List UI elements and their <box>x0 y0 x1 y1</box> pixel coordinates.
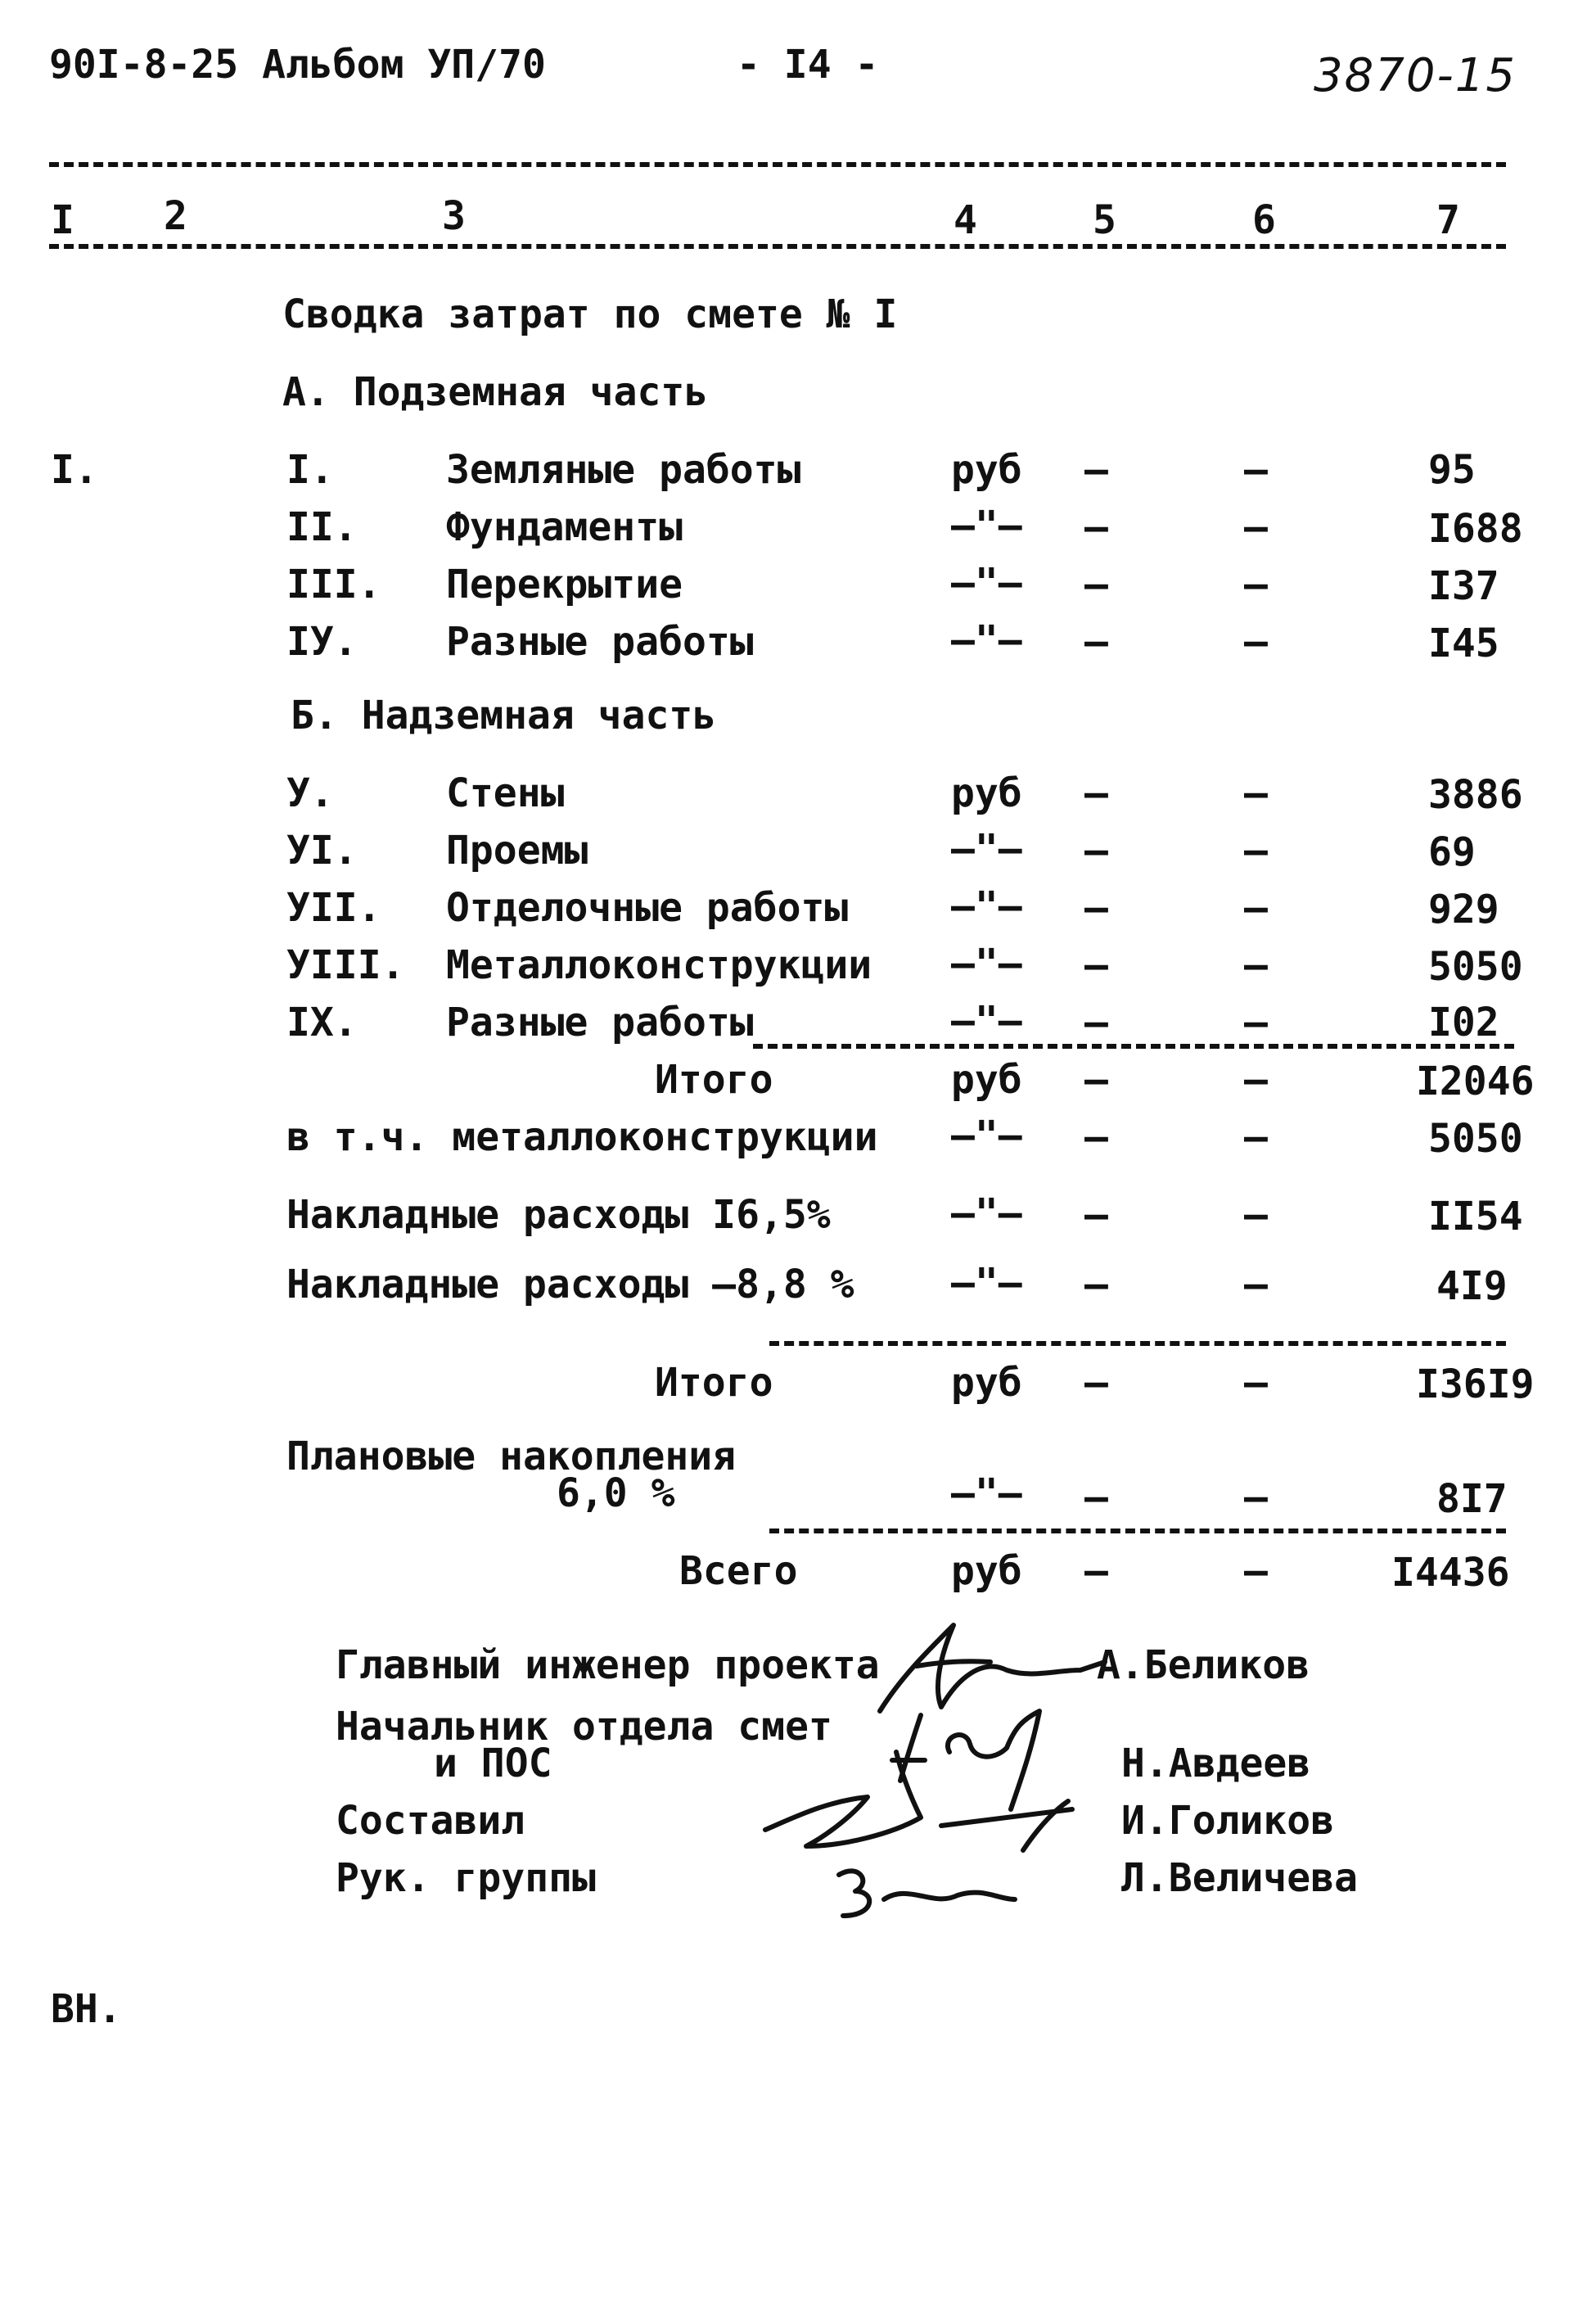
total-unit: руб <box>951 1360 1022 1406</box>
item-value: 69 <box>1428 829 1476 875</box>
item-number: IУ. <box>286 619 358 665</box>
compiled-by-title: Составил <box>336 1798 525 1844</box>
group-head-name: Л.Величева <box>1121 1855 1358 1901</box>
total-value: I2046 <box>1416 1059 1535 1104</box>
column-number: 5 <box>1093 197 1116 243</box>
chief-engineer-name: А.Беликов <box>1097 1642 1310 1688</box>
item-name: Проемы <box>446 828 588 874</box>
document-code: 90I-8-25 Альбом УП/70 <box>49 42 546 88</box>
total-unit: –"– <box>951 1190 1022 1236</box>
item-col5: – <box>1084 562 1108 607</box>
item-unit: –"– <box>951 941 1022 987</box>
item-value: I02 <box>1428 1000 1499 1045</box>
item-col5: – <box>1084 447 1108 493</box>
inventory-number: 3870-15 <box>1314 49 1517 102</box>
item-col5: – <box>1084 1000 1108 1045</box>
item-unit: –"– <box>951 998 1022 1044</box>
item-name: Металлоконструкции <box>446 942 872 988</box>
total-unit: –"– <box>951 1260 1022 1306</box>
row-marker: I. <box>51 447 98 493</box>
item-number: I. <box>286 447 334 493</box>
dept-head-name: Н.Авдеев <box>1121 1741 1311 1786</box>
item-col5: – <box>1084 828 1108 874</box>
item-unit: руб <box>951 770 1022 816</box>
item-value: 3886 <box>1428 772 1523 818</box>
item-number: II. <box>286 504 358 550</box>
footer-mark: ВН. <box>51 1986 122 2032</box>
total-col6: – <box>1244 1360 1268 1406</box>
dept-head-title: Начальник отдела смет <box>336 1704 832 1750</box>
item-value: 929 <box>1428 887 1499 932</box>
column-number: 3 <box>442 193 466 239</box>
item-value: I688 <box>1428 506 1523 552</box>
item-value: I37 <box>1428 563 1499 609</box>
total-col6: – <box>1244 1192 1268 1238</box>
item-unit: –"– <box>951 503 1022 549</box>
item-unit: –"– <box>951 826 1022 872</box>
item-col6: – <box>1244 885 1268 931</box>
total-label: Итого <box>655 1360 773 1406</box>
total-col5: – <box>1084 1262 1108 1307</box>
total-value: 5050 <box>1428 1116 1523 1162</box>
item-unit: руб <box>951 447 1022 493</box>
section-b-label: Б. Надземная часть <box>291 693 717 738</box>
item-value: 5050 <box>1428 944 1523 990</box>
column-number: I <box>51 197 74 243</box>
item-col6: – <box>1244 447 1268 493</box>
grand-total-col6: – <box>1244 1548 1268 1594</box>
total-unit: –"– <box>951 1113 1022 1158</box>
total-col5: – <box>1084 1114 1108 1160</box>
total-label: в т.ч. металлоконструкции <box>286 1114 878 1160</box>
item-number: УI. <box>286 828 358 874</box>
total-value: 4I9 <box>1436 1263 1508 1309</box>
item-col6: – <box>1244 770 1268 816</box>
item-name: Земляные работы <box>446 447 801 493</box>
item-col5: – <box>1084 770 1108 816</box>
total-col6: – <box>1244 1114 1268 1160</box>
item-col6: – <box>1244 504 1268 550</box>
total-value: II54 <box>1428 1194 1523 1240</box>
total-col5: – <box>1084 1474 1108 1520</box>
item-col6: – <box>1244 619 1268 665</box>
column-number: 2 <box>164 193 187 239</box>
column-number: 7 <box>1436 197 1460 243</box>
chief-engineer-title: Главный инженер проекта <box>336 1642 880 1688</box>
item-value: I45 <box>1428 621 1499 666</box>
total-unit: –"– <box>951 1470 1022 1516</box>
total-col5: – <box>1084 1360 1108 1406</box>
item-name: Разные работы <box>446 1000 754 1045</box>
item-name: Отделочные работы <box>446 885 849 931</box>
item-number: У. <box>286 770 334 816</box>
item-name: Разные работы <box>446 619 754 665</box>
item-value: 95 <box>1428 447 1476 493</box>
column-number: 4 <box>954 197 977 243</box>
section-a-label: А. Подземная часть <box>282 369 709 415</box>
column-number: 6 <box>1252 197 1276 243</box>
item-number: УIII. <box>286 942 405 988</box>
item-unit: –"– <box>951 617 1022 663</box>
signature-stroke <box>839 1871 1015 1916</box>
summary-title: Сводка затрат по смете № I <box>282 291 898 337</box>
item-col5: – <box>1084 619 1108 665</box>
group-head-title: Рук. группы <box>336 1855 596 1901</box>
item-col6: – <box>1244 942 1268 988</box>
total-unit: руб <box>951 1057 1022 1103</box>
signature-stroke <box>880 1625 1105 1711</box>
item-col5: – <box>1084 885 1108 931</box>
total-label: Плановые накопления <box>286 1434 737 1479</box>
item-col6: – <box>1244 562 1268 607</box>
item-name: Фундаменты <box>446 504 683 550</box>
total-label: Накладные расходы –8,8 % <box>286 1262 854 1307</box>
item-number: УII. <box>286 885 381 931</box>
total-label: Накладные расходы I6,5% <box>286 1192 831 1238</box>
compiled-by-name: И.Голиков <box>1121 1798 1335 1844</box>
item-name: Стены <box>446 770 565 816</box>
dept-head-title-cont: и ПОС <box>434 1741 552 1786</box>
item-unit: –"– <box>951 560 1022 606</box>
signature-stroke <box>917 1661 990 1666</box>
grand-total-col5: – <box>1084 1548 1108 1594</box>
signature-stroke <box>892 1715 925 1781</box>
total-col5: – <box>1084 1192 1108 1238</box>
total-col6: – <box>1244 1474 1268 1520</box>
total-col5: – <box>1084 1057 1108 1103</box>
item-name: Перекрытие <box>446 562 683 607</box>
grand-total-value: I4436 <box>1391 1550 1510 1596</box>
item-col6: – <box>1244 1000 1268 1045</box>
total-col6: – <box>1244 1262 1268 1307</box>
item-number: III. <box>286 562 381 607</box>
item-unit: –"– <box>951 883 1022 929</box>
page-number: - I4 - <box>737 42 879 88</box>
total-value: 8I7 <box>1436 1476 1508 1522</box>
grand-total-label: Всего <box>679 1548 798 1594</box>
grand-total-unit: руб <box>951 1548 1022 1594</box>
total-col6: – <box>1244 1057 1268 1103</box>
item-col5: – <box>1084 504 1108 550</box>
total-value: I36I9 <box>1416 1361 1535 1407</box>
item-col6: – <box>1244 828 1268 874</box>
item-number: IX. <box>286 1000 358 1045</box>
total-label: Итого <box>655 1057 773 1103</box>
total-label-rate: 6,0 % <box>557 1470 675 1516</box>
item-col5: – <box>1084 942 1108 988</box>
signature-stroke <box>948 1711 1039 1809</box>
